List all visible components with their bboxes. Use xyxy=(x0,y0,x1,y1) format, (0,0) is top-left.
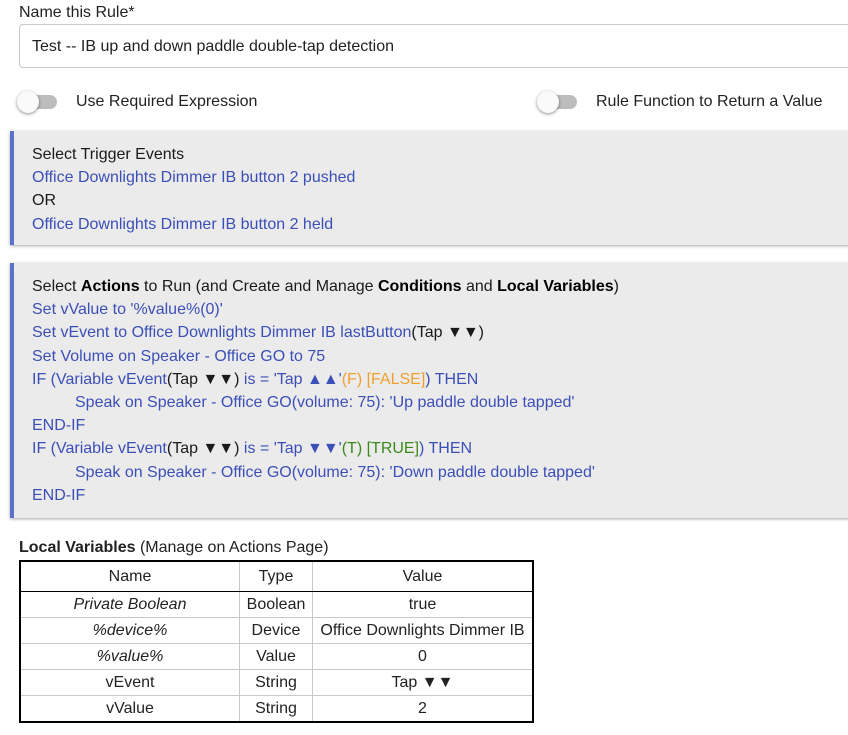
required-expression-row xyxy=(19,90,257,114)
variable-name: Private Boolean xyxy=(20,592,240,618)
actions-heading xyxy=(32,275,848,298)
condition-state: (Tap ▼▼) xyxy=(166,370,240,388)
trigger-event-2: Office Downlights Dimmer IB button 2 held xyxy=(32,215,334,233)
condition-text: is = 'Tap ▼▼' xyxy=(239,440,342,458)
endif-line: END-IF xyxy=(32,417,86,435)
trigger-events-heading: Select Trigger Events xyxy=(32,146,185,163)
variable-type: String xyxy=(240,696,313,723)
condition-text: IF (Variable vEvent xyxy=(32,370,167,388)
heading-text: and xyxy=(461,278,498,295)
local-variables-bold: Local Variables xyxy=(19,539,136,556)
condition-text: ) THEN xyxy=(419,440,473,458)
condition-false: (F) [FALSE] xyxy=(341,370,426,388)
action-line: Speak on Speaker - Office GO(volume: 75): 'Up paddle double tapped' xyxy=(75,393,575,411)
variable-type: Device xyxy=(240,618,313,644)
variable-name: vEvent xyxy=(20,670,240,696)
table-row xyxy=(20,670,533,696)
condition-text: ) THEN xyxy=(425,370,479,388)
heading-actions: Actions xyxy=(80,278,140,295)
variable-type: Boolean xyxy=(240,592,313,618)
action-state: (Tap ▼▼) xyxy=(411,324,484,342)
endif-line: END-IF xyxy=(32,486,86,504)
heading-local-variables: Local Variables xyxy=(497,278,614,295)
action-line: Set vValue to '%value%(0)' xyxy=(32,301,223,319)
rule-name-label: Name this Rule* xyxy=(19,4,135,21)
heading-text: to Run (and Create and Manage xyxy=(139,278,378,295)
heading-text: ) xyxy=(613,278,619,295)
local-variables-title xyxy=(19,539,329,557)
if-line xyxy=(32,368,848,391)
table-row xyxy=(20,696,533,723)
variable-name: vValue xyxy=(20,696,240,723)
local-variables-table xyxy=(19,560,534,723)
variable-value: Office Downlights Dimmer IB xyxy=(313,618,534,644)
local-variables-note: (Manage on Actions Page) xyxy=(135,539,329,556)
table-row xyxy=(20,592,533,618)
required-expression-label: Use Required Expression xyxy=(76,93,258,110)
condition-text: IF (Variable vEvent xyxy=(32,440,167,458)
table-row xyxy=(20,644,533,670)
variable-value: 0 xyxy=(313,644,534,670)
variable-type: String xyxy=(240,670,313,696)
condition-true: (T) [TRUE] xyxy=(341,440,420,458)
column-header-name: Name xyxy=(20,561,240,592)
variable-value: true xyxy=(313,592,534,618)
required-expression-toggle[interactable] xyxy=(19,95,57,109)
trigger-events-panel[interactable] xyxy=(10,131,848,245)
condition-state: (Tap ▼▼) xyxy=(166,440,240,458)
rule-function-row xyxy=(539,90,823,114)
actions-panel[interactable] xyxy=(10,263,848,518)
trigger-or: OR xyxy=(32,192,56,210)
variable-name: %device% xyxy=(20,618,240,644)
condition-text: is = 'Tap ▲▲' xyxy=(239,370,342,388)
trigger-event-1: Office Downlights Dimmer IB button 2 pushed xyxy=(32,169,356,187)
action-text: Set vEvent to Office Downlights Dimmer IB lastButton xyxy=(32,324,412,342)
variable-type: Value xyxy=(240,644,313,670)
rule-function-label: Rule Function to Return a Value xyxy=(596,93,823,110)
variable-name: %value% xyxy=(20,644,240,670)
table-row xyxy=(20,618,533,644)
variable-value: Tap ▼▼ xyxy=(313,670,534,696)
action-line: Set Volume on Speaker - Office GO to 75 xyxy=(32,347,326,365)
toggle-knob xyxy=(537,91,559,113)
column-header-value: Value xyxy=(313,561,534,592)
variable-value: 2 xyxy=(313,696,534,723)
heading-text: Select xyxy=(32,278,81,295)
heading-conditions: Conditions xyxy=(377,278,462,295)
column-header-type: Type xyxy=(240,561,313,592)
action-line: Speak on Speaker - Office GO(volume: 75): 'Down paddle double tapped' xyxy=(75,463,595,481)
toggle-knob xyxy=(17,91,39,113)
rule-name-input[interactable]: Test -- IB up and down paddle double-tap detection xyxy=(19,24,848,68)
action-line xyxy=(32,321,848,344)
if-line xyxy=(32,437,848,460)
rule-function-toggle[interactable] xyxy=(539,95,577,109)
table-header-row xyxy=(20,561,533,592)
